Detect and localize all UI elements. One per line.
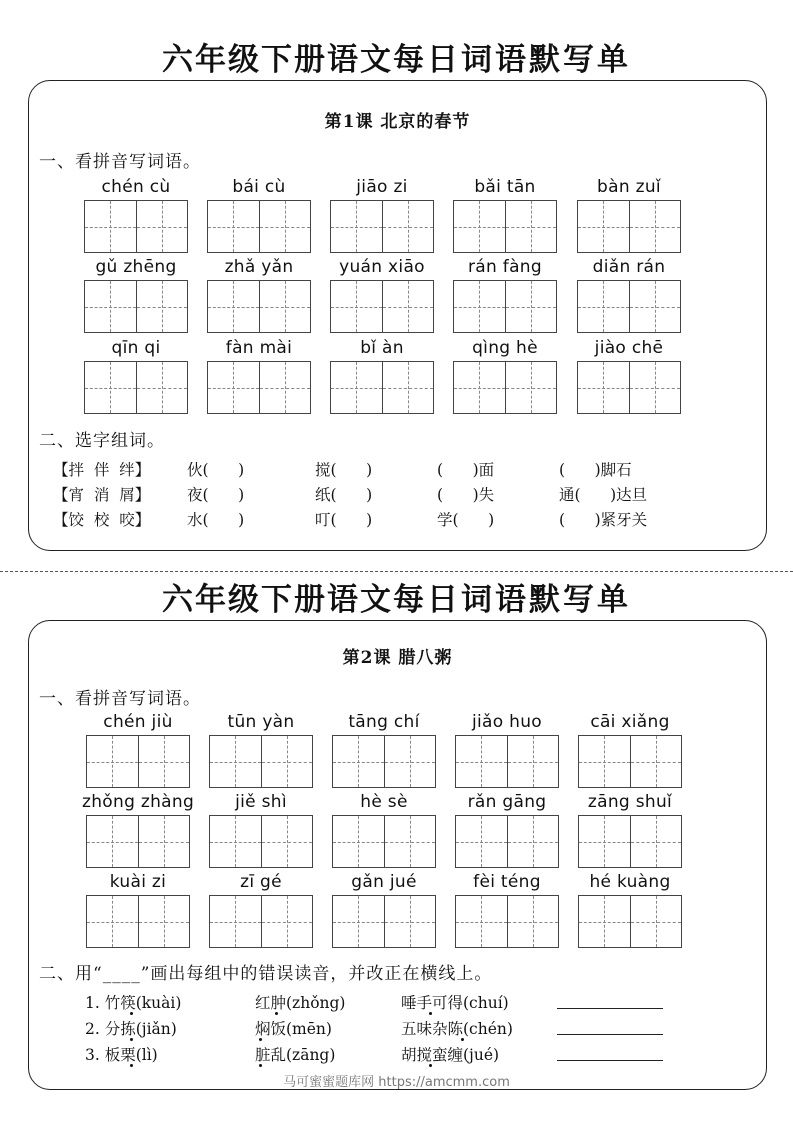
word-item: 焖饭(mēn)	[255, 1020, 332, 1038]
writing-grid[interactable]	[332, 815, 436, 868]
footer-watermark: 马可蜜蜜题库网 https://amcmm.com	[283, 1075, 510, 1090]
writing-grid[interactable]	[207, 361, 311, 414]
pinyin: zāng shuǐ	[587, 792, 673, 812]
char-group: 【宵 消 屑】	[53, 486, 151, 504]
word-box	[209, 872, 313, 950]
word-box	[86, 872, 190, 950]
blank-word[interactable]: 纸( )	[315, 486, 373, 504]
pinyin: qīn qi	[111, 338, 161, 358]
word-box	[209, 792, 313, 870]
pinyin: zhǎ yǎn	[224, 257, 294, 277]
pinyin: chén jiù	[103, 712, 173, 732]
writing-grid[interactable]	[86, 895, 190, 948]
word-box	[455, 872, 559, 950]
writing-grid[interactable]	[330, 361, 434, 414]
title-part1: 六年级下册语文	[162, 42, 393, 78]
writing-grid[interactable]	[209, 815, 313, 868]
word-box	[82, 792, 195, 870]
cut-line-divider	[0, 571, 793, 572]
pinyin: tūn yàn	[227, 712, 295, 732]
pinyin: chén cù	[101, 177, 171, 197]
writing-grid[interactable]	[207, 280, 311, 333]
word-box	[455, 712, 559, 790]
word-box	[330, 338, 434, 416]
pinyin: rán fàng	[468, 257, 542, 277]
blank-word[interactable]: 通( )达旦	[559, 486, 648, 504]
blank-word[interactable]: 学( )	[437, 511, 495, 529]
blank-word[interactable]: ( )面	[437, 461, 495, 479]
pinyin: jiào chē	[594, 338, 664, 358]
emphasis-dot	[461, 1038, 464, 1041]
pinyin: diǎn rán	[592, 257, 666, 277]
pinyin: bàn zuǐ	[597, 177, 661, 197]
word-box	[209, 712, 313, 790]
pinyin: yuán xiāo	[339, 257, 425, 277]
word-box	[578, 872, 682, 950]
answer-line[interactable]	[557, 1034, 663, 1035]
emphasis-dot	[259, 1038, 262, 1041]
answer-line[interactable]	[557, 1008, 663, 1009]
word-box	[330, 257, 434, 335]
pinyin: kuài zi	[109, 872, 167, 892]
pinyin: bǐ àn	[360, 338, 404, 358]
word-box	[453, 177, 557, 255]
pinyin: cāi xiǎng	[590, 712, 670, 732]
lesson2-title: 第2课 腊八粥	[342, 648, 453, 668]
pinyin: fàn mài	[225, 338, 293, 358]
pinyin: bǎi tān	[474, 177, 536, 197]
word-box	[577, 338, 681, 416]
word-item: 2. 分拣(jiǎn)	[85, 1020, 177, 1038]
emphasis-dot	[130, 1064, 133, 1067]
blank-word[interactable]: 伙( )	[187, 461, 245, 479]
emphasis-dot	[130, 1012, 133, 1015]
blank-word[interactable]: 搅( )	[315, 461, 373, 479]
writing-grid[interactable]	[453, 280, 557, 333]
word-box	[578, 792, 682, 870]
char-group: 【拌 伴 绊】	[53, 461, 151, 479]
word-box	[332, 872, 436, 950]
writing-grid[interactable]	[332, 735, 436, 788]
lesson2-section2-title: 二、用“____”画出每组中的错误读音，并改正在横线上。	[39, 964, 493, 984]
writing-grid[interactable]	[84, 280, 188, 333]
word-box	[455, 792, 559, 870]
lesson1-card	[28, 80, 767, 551]
writing-grid[interactable]	[455, 735, 559, 788]
emphasis-dot	[259, 1064, 262, 1067]
pinyin: jiě shì	[235, 792, 287, 812]
writing-grid[interactable]	[455, 815, 559, 868]
title-part2: 每日词语默写单	[393, 42, 631, 78]
char-group: 【饺 校 咬】	[53, 511, 151, 529]
writing-grid[interactable]	[209, 735, 313, 788]
word-box	[332, 792, 436, 870]
title-part1: 六年级下册语文	[162, 582, 393, 618]
pinyin: rǎn gāng	[467, 792, 547, 812]
lesson2-card	[28, 620, 767, 1090]
word-box	[207, 177, 311, 255]
blank-word[interactable]: ( )失	[437, 486, 495, 504]
blank-word[interactable]: ( )紧牙关	[559, 511, 648, 529]
lesson1-section2-title: 二、选字组词。	[39, 431, 165, 451]
pinyin: bái cù	[232, 177, 286, 197]
blank-word[interactable]: 水( )	[187, 511, 245, 529]
writing-grid[interactable]	[453, 361, 557, 414]
word-item: 胡搅蛮缠(jué)	[401, 1046, 500, 1064]
word-box	[207, 338, 311, 416]
word-box	[207, 257, 311, 335]
writing-grid[interactable]	[207, 200, 311, 253]
title-part2: 每日词语默写单	[393, 582, 631, 618]
writing-grid[interactable]	[577, 361, 681, 414]
writing-grid[interactable]	[86, 735, 190, 788]
word-item: 1. 竹筷(kuài)	[85, 994, 182, 1012]
writing-grid[interactable]	[577, 200, 681, 253]
writing-grid[interactable]	[330, 280, 434, 333]
word-item: 红肿(zhǒng)	[255, 994, 346, 1012]
writing-grid[interactable]	[578, 895, 682, 948]
pinyin: jiāo zi	[356, 177, 408, 197]
word-box	[86, 712, 190, 790]
word-box	[332, 712, 436, 790]
blank-word[interactable]: 叮( )	[315, 511, 373, 529]
lesson1-title: 第1课 北京的春节	[324, 112, 471, 132]
writing-grid[interactable]	[330, 200, 434, 253]
writing-grid[interactable]	[84, 361, 188, 414]
page-title-2	[0, 580, 793, 620]
pinyin: hé kuàng	[589, 872, 671, 892]
pinyin: hè sè	[360, 792, 408, 812]
word-item: 脏乱(zāng)	[255, 1046, 336, 1064]
pinyin: gǎn jué	[351, 872, 417, 892]
pinyin: zhǒng zhàng	[82, 792, 195, 812]
word-box	[578, 712, 682, 790]
pinyin: qìng hè	[472, 338, 538, 358]
word-box	[577, 177, 681, 255]
pinyin: zī gé	[240, 872, 282, 892]
lesson1-section1-title: 一、看拼音写词语。	[39, 152, 201, 172]
lesson2-section1-title: 一、看拼音写词语。	[39, 689, 201, 709]
answer-line[interactable]	[557, 1060, 663, 1061]
pinyin: tāng chí	[348, 712, 420, 732]
writing-grid[interactable]	[209, 895, 313, 948]
blank-word[interactable]: 夜( )	[187, 486, 245, 504]
word-item: 唾手可得(chuí)	[401, 994, 509, 1012]
writing-grid[interactable]	[578, 815, 682, 868]
word-box	[330, 177, 434, 255]
word-box	[577, 257, 681, 335]
writing-grid[interactable]	[455, 895, 559, 948]
word-box	[84, 177, 188, 255]
writing-grid[interactable]	[453, 200, 557, 253]
writing-grid[interactable]	[84, 200, 188, 253]
writing-grid[interactable]	[86, 815, 190, 868]
word-box	[453, 338, 557, 416]
emphasis-dot	[429, 1012, 432, 1015]
blank-word[interactable]: ( )脚石	[559, 461, 632, 479]
page-title-1	[0, 40, 793, 80]
pinyin: gǔ zhēng	[95, 257, 177, 277]
writing-grid[interactable]	[577, 280, 681, 333]
word-box	[84, 338, 188, 416]
word-item: 五味杂陈(chén)	[401, 1020, 513, 1038]
pinyin: jiǎo huo	[471, 712, 543, 732]
word-box	[453, 257, 557, 335]
emphasis-dot	[275, 1012, 278, 1015]
word-box	[84, 257, 188, 335]
writing-grid[interactable]	[578, 735, 682, 788]
emphasis-dot	[429, 1064, 432, 1067]
writing-grid[interactable]	[332, 895, 436, 948]
pinyin: fèi téng	[473, 872, 541, 892]
emphasis-dot	[130, 1038, 133, 1041]
word-item: 3. 板栗(lì)	[85, 1046, 158, 1064]
